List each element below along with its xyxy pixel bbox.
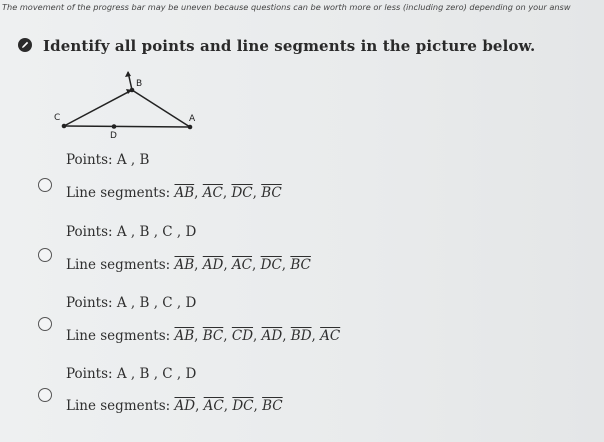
point-a bbox=[188, 125, 193, 130]
pencil-icon bbox=[18, 38, 32, 52]
option-points: Points: A , B bbox=[66, 152, 150, 168]
label-b: B bbox=[136, 79, 143, 89]
radio-button[interactable] bbox=[38, 248, 52, 262]
option-points: Points: A , B , C , D bbox=[66, 295, 197, 311]
arrowhead-up bbox=[125, 71, 131, 77]
option-segments: Line segments: $\overline{AB}$, $\overline{AC}$, $\overline{DC}$, $\overline{BC}$ bbox=[66, 185, 282, 201]
point-c bbox=[62, 124, 67, 129]
point-b bbox=[130, 88, 135, 93]
label-c: C bbox=[54, 113, 61, 123]
option-segments: Line segments: $\overline{AB}$, $\overline{AD}$, $\overline{AC}$, $\overline{DC}$, $\overline{BC}$ bbox=[66, 257, 311, 273]
label-a: A bbox=[189, 114, 196, 124]
question-prompt: Identify all points and line segments in the picture below. bbox=[43, 37, 536, 55]
option-segments: Line segments: $\overline{AB}$, $\overline{BC}$, $\overline{CD}$, $\overline{AD}$, $\overline{BD}$, $\overline{AC}$ bbox=[66, 328, 341, 344]
option-points: Points: A , B , C , D bbox=[66, 366, 197, 382]
segment-cb bbox=[64, 90, 132, 126]
option-segments: Line segments: $\overline{AD}$, $\overline{AC}$, $\overline{DC}$, $\overline{BC}$ bbox=[66, 398, 283, 414]
radio-button[interactable] bbox=[38, 388, 52, 402]
label-d: D bbox=[110, 131, 117, 141]
segment-ca bbox=[64, 126, 190, 127]
radio-button[interactable] bbox=[38, 317, 52, 331]
segment-ba bbox=[132, 90, 190, 127]
radio-button[interactable] bbox=[38, 178, 52, 192]
option-points: Points: A , B , C , D bbox=[66, 224, 197, 240]
geometry-figure bbox=[50, 62, 210, 142]
progress-notice: The movement of the progress bar may be uneven because questions can be worth more or less (including zero) depending on your answ bbox=[2, 2, 571, 12]
point-d bbox=[112, 124, 117, 129]
